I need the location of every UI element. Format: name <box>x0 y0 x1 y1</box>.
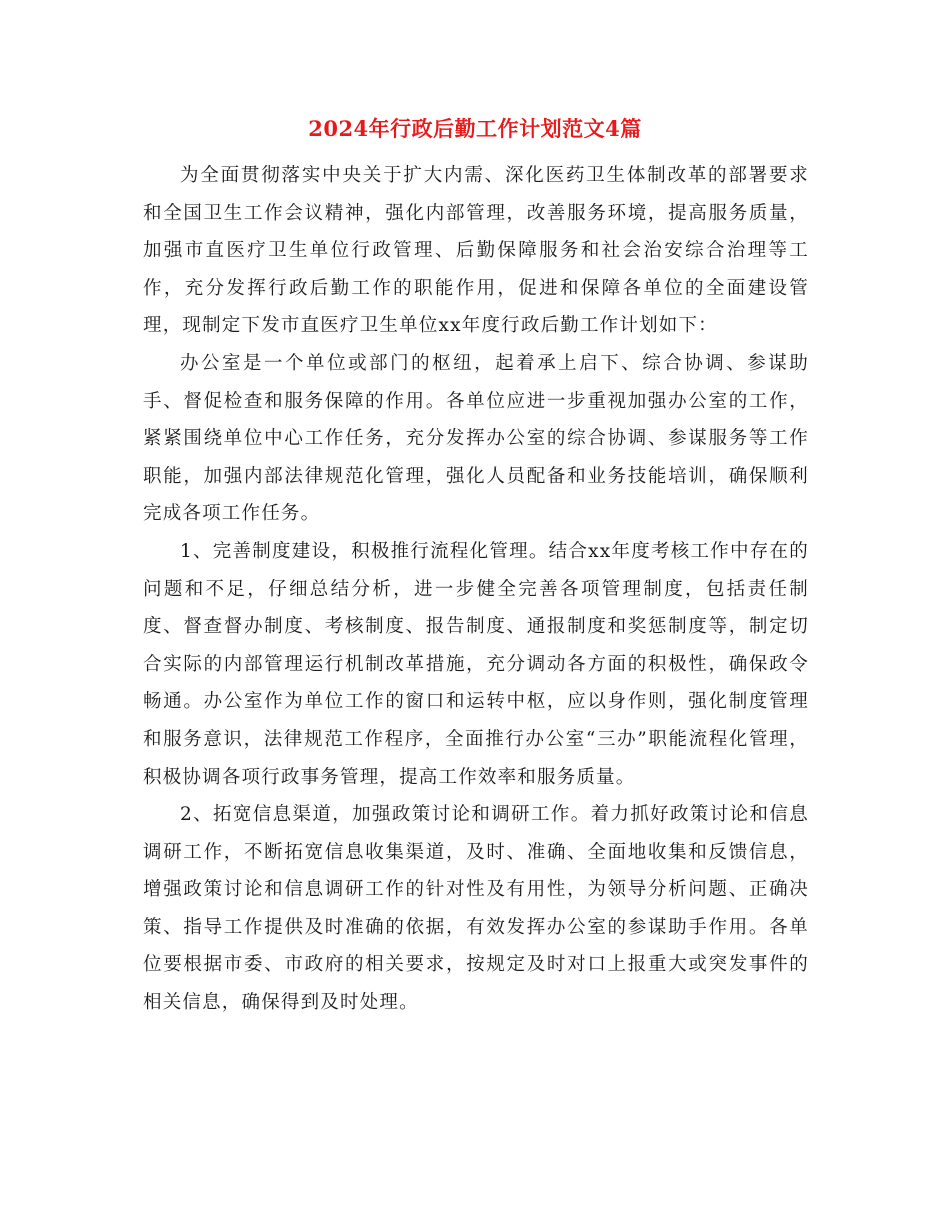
paragraph-intro: 为全面贯彻落实中央关于扩大内需、深化医药卫生体制改革的部署要求和全国卫生工作会议精神，强化内部管理，改善服务环境，提高服务质量，加强市直医疗卫生单位行政管理、后勤保障服务和社会治安综合治理等工作，充分发挥行政后勤工作的职能作用，促进和保障各单位的全面建设管理，现制定下发市直医疗卫生单位xx年度行政后勤工作计划如下： <box>143 165 809 337</box>
paragraph-item-2: 2、拓宽信息渠道，加强政策讨论和调研工作。着力抓好政策讨论和信息调研工作，不断拓宽信息收集渠道，及时、准确、全面地收集和反馈信息，增强政策讨论和信息调研工作的针对性及有用性，为领导分析问题、正确决策、指导工作提供及时准确的依据，有效发挥办公室的参谋助手作用。各单位要根据市委、市政府的相关要求，按规定及时对口上报重大或突发事件的相关信息，确保得到及时处理。 <box>143 804 809 1014</box>
paragraph-office-role: 办公室是一个单位或部门的枢纽，起着承上启下、综合协调、参谋助手、督促检查和服务保障的作用。各单位应进一步重视加强办公室的工作，紧紧围绕单位中心工作任务，充分发挥办公室的综合协调、参谋服务等工作职能，加强内部法律规范化管理，强化人员配备和业务技能培训，确保顺利完成各项工作任务。 <box>143 352 809 525</box>
document-body <box>143 157 809 1022</box>
paragraph-item-1: 1、完善制度建设，积极推行流程化管理。结合xx年度考核工作中存在的问题和不足，仔细总结分析，进一步健全完善各项管理制度，包括责任制度、督查督办制度、考核制度、报告制度、通报制度和奖惩制度等，制定切合实际的内部管理运行机制改革措施，充分调动各方面的积极性，确保政令畅通。办公室作为单位工作的窗口和运转中枢，应以身作则，强化制度管理和服务意识，法律规范工作程序，全面推行办公室“三办”职能流程化管理，积极协调各项行政事务管理，提高工作效率和服务质量。 <box>143 540 809 788</box>
document-title: 2024年行政后勤工作计划范文4篇 <box>308 116 642 141</box>
